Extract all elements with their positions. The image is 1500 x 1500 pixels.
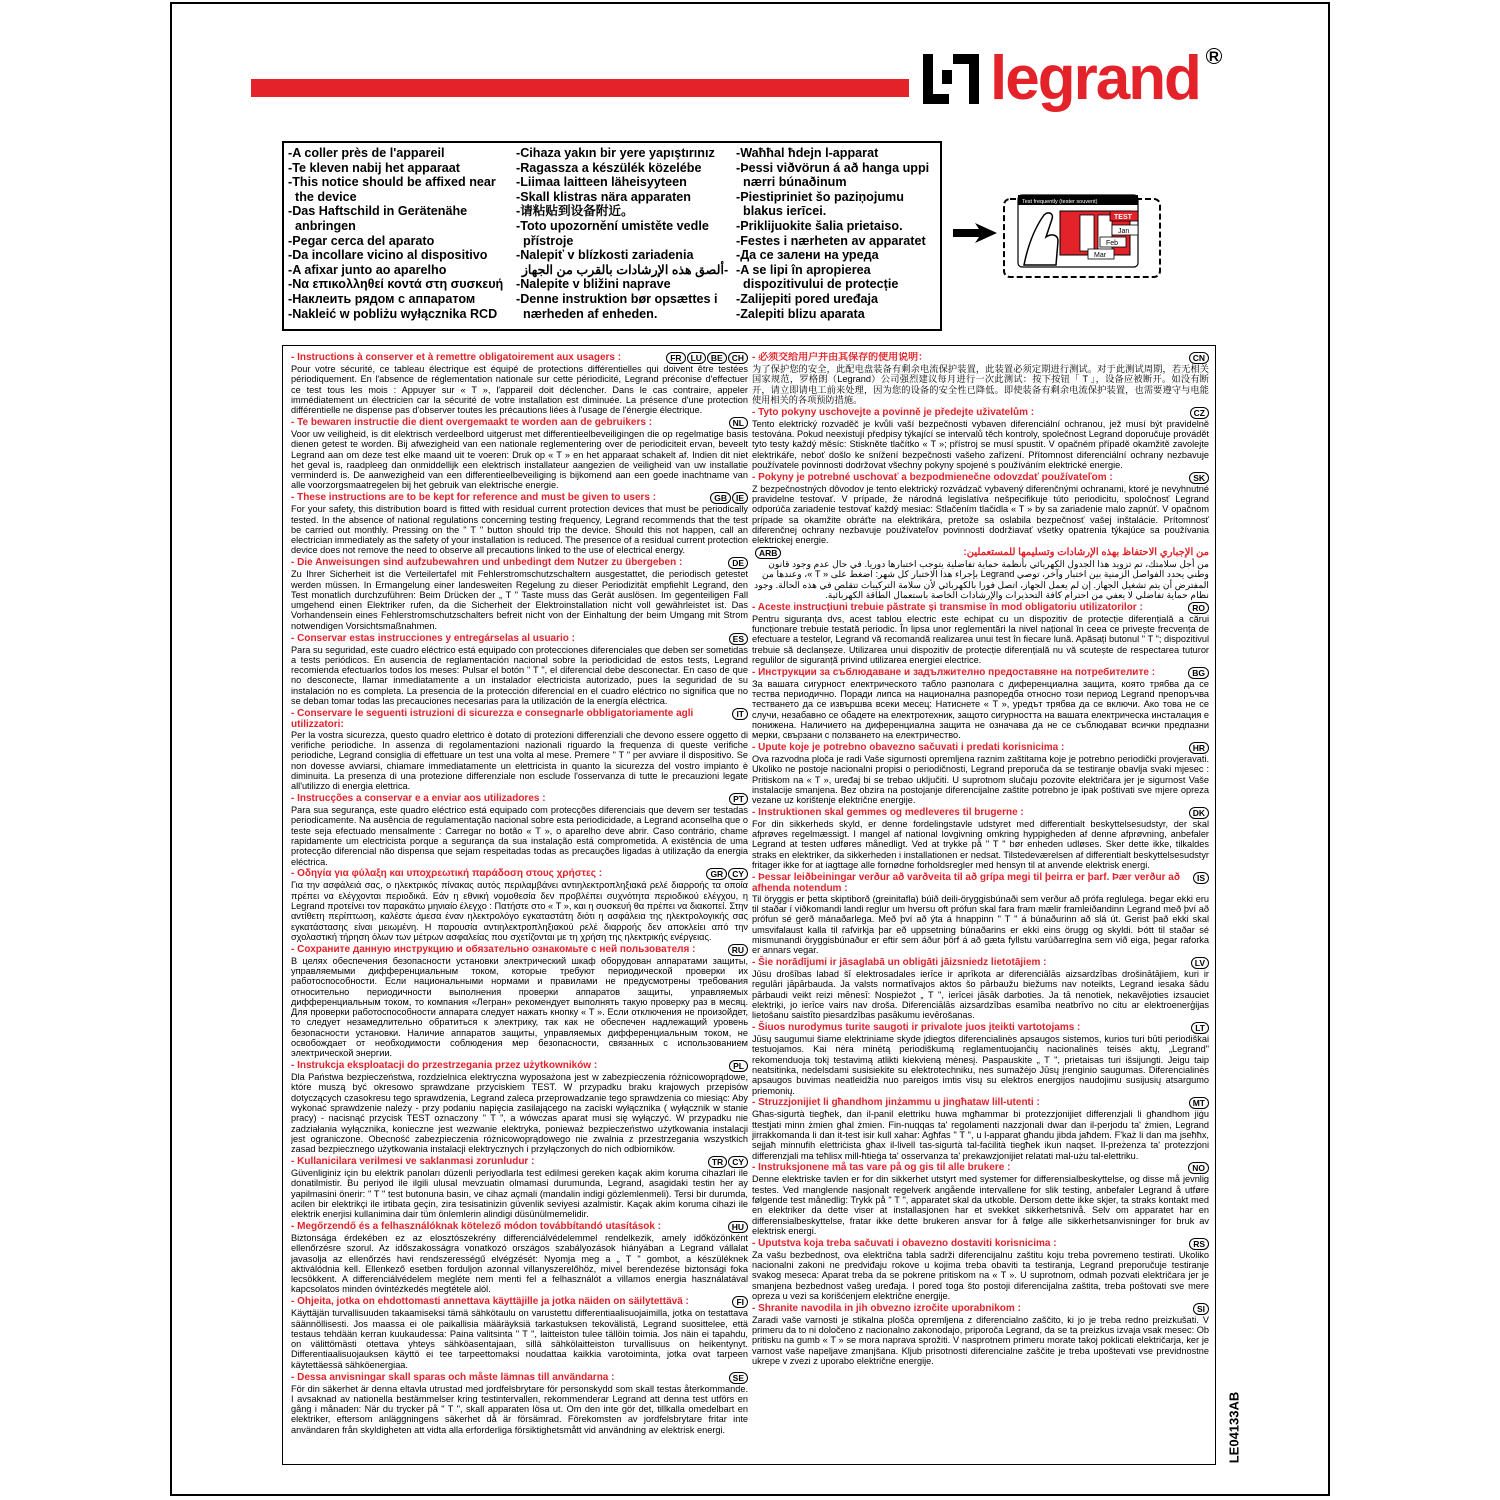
legrand-logo bbox=[920, 44, 1219, 114]
country-code-badge: DE bbox=[728, 557, 748, 569]
affix-line: nærheden af enheden. bbox=[516, 306, 658, 321]
instruction-section bbox=[291, 944, 748, 1059]
instruction-body: Jūsų saugumui šiame elektriniame skyde įdiegtos diferencialinės apsaugos sistemos, kurios turi būti periodiškai testuojamos. Kai nėra minėtą periodiškumą reglamentuojančių nacionalinės teisės aktų, „Legrand" rekomenduoja tokį testavimą atlikti kiekvieną mėnesį. Paspauskite „ T ", prietaisas turi išsijungti. Jeigu taip neatsitinka, nedelsdami susisiekite su elektrotechniku, nes sumažėjo Jūsų įrenginio saugumas. Diferencialinės apsaugos buvimas neatleidžia nuo pareigos imtis visų su elektros energijos naudojimu susijusių atsargumo priemonių. bbox=[752, 1034, 1209, 1096]
brand-red-bar bbox=[251, 79, 909, 97]
affix-line: -Ragassza a készülék közelébe bbox=[516, 160, 702, 175]
instruction-header bbox=[752, 472, 1209, 484]
instruction-body: Til öryggis er þetta skiptiborð (greinitafla) búið deili-öryggisbúnaði sem verður að prófa reglulega. Þegar ekki eru til staðar í viðkomandi landi reglur um hversu oft prófun skal fara fram mælir framleiðandinn Legrand með því að prófun sé gerð mánaðarlega. Með því að ýta á hnappinn " T " á búnaðurinn að slá út. Gerist það ekki skal umsvifalaust kalla til rafvirkja þar eð uppsetning búnaðarins er ekki eins örugg og skyldi. Þótt til staðar sé mismunandi öryggisbúnaður er eftir sem áður þörf á að gæta fyllstu varúðarreglna sem við eiga, þegar raforka er annars vegar. bbox=[752, 893, 1209, 956]
affix-line: -Cihaza yakın bir yere yapıştırınız bbox=[516, 146, 715, 160]
country-code-badge: DK bbox=[1189, 807, 1209, 819]
instruction-section bbox=[752, 602, 1209, 665]
instruction-header bbox=[291, 633, 748, 645]
instruction-body: For din sikkerheds skyld, er denne fordelingstavle udstyret med differentialt beskyttelsesudstyr, der skal afprøves regelmæssigt. I mangel af national lovgivning omkring hyppigheden af denne afprøvning, anbefaler Legrand at testen udføres månedligt. Ved at trykke på " T " bør enheden udløses. Sker dette ikke, tilkaldes straks en elektriker, da sikkerheden i installationen er nedsat. Tilstedeværelsen af differentialt beskyttelsesudstyr fritager ikke for at iagttage alle fornødne forholdsregler med hensyn til at anvende elektrisk energi. bbox=[752, 818, 1209, 871]
affix-line: -Να επικολληθεί κοντά στη συσκευή bbox=[288, 277, 504, 292]
sticker-header: Test frequently (tester souvent) bbox=[1022, 199, 1098, 205]
country-codes bbox=[732, 1296, 748, 1308]
country-codes bbox=[1191, 1022, 1209, 1034]
affix-line: -Nalepite v bližini naprave bbox=[516, 277, 671, 292]
instruction-title: - Conservar estas instrucciones y entregárselas al usuario : bbox=[291, 632, 576, 644]
instruction-title: - Uputstva koja treba sačuvati i obavezno dostaviti korisnicima : bbox=[752, 1237, 1057, 1249]
instruction-title: - Сохраните данную инструкцию и обязательно ознакомьте с ней пользователя : bbox=[291, 943, 696, 955]
country-code-badge: SE bbox=[729, 1372, 748, 1384]
country-codes bbox=[1189, 742, 1209, 754]
instruction-title: - Te bewaren instructie die dient overgemaakt te worden aan de gebruikers : bbox=[291, 416, 653, 428]
instruction-header bbox=[291, 417, 748, 429]
instruction-header bbox=[291, 1296, 748, 1308]
country-code-badge: HR bbox=[1189, 742, 1209, 754]
affix-line: -Nalepiť v blízkosti zariadenia bbox=[516, 248, 694, 263]
instruction-section bbox=[752, 1303, 1209, 1366]
country-codes bbox=[708, 1156, 748, 1168]
instruction-section bbox=[752, 407, 1209, 470]
instruction-section bbox=[752, 957, 1209, 1020]
affix-line: -This notice should be affixed near bbox=[288, 175, 496, 190]
instruction-header bbox=[291, 708, 748, 730]
instruction-header bbox=[752, 547, 1209, 559]
affix-line: -Piestipriniet šo paziņojumu bbox=[736, 189, 904, 204]
instruction-header bbox=[291, 352, 748, 364]
instruction-header bbox=[752, 1097, 1209, 1109]
country-code-badge: CY bbox=[728, 1156, 748, 1168]
country-code-badge: MT bbox=[1189, 1097, 1209, 1109]
instruction-body: Dla Państwa bezpieczeństwa, rozdzielnica elektryczna wyposażona jest w zabezpieczenia różnicowoprądowe, które muszą być okresowo sprawdzane przyciskiem TEST. W przypadku braku krajowych przepisów dotyczących czasokresu tego sprawdzenia, Legrand zaleca przeprowadzanie tego sprawdzenia co miesiąc: Aby wykonać sprawdzenie należy - przy podaniu napięcia zasilającego na zaciski wyłącznika ( wyłącznik w stanie pracy) - nacisnąć przycisk TEST oznaczony " T ", a wówczas aparat musi się wyłączyć. W przypadku nie zadziałania wyłącznika, konieczne jest wezwanie elektryka, ponieważ bezpieczeństwo użytkowania instalacji jest ograniczone. Obecność zabezpieczenia różnicowoprądowego nie zwalnia z przestrzegania wszystkich zasad bezpiecznego użytkowania instalacji elektrycznych i przyłączonych do nich odbiorników. bbox=[291, 1072, 748, 1155]
instruction-section bbox=[752, 547, 1209, 600]
country-codes bbox=[1193, 1303, 1209, 1315]
country-code-badge: BG bbox=[1188, 667, 1209, 679]
country-codes bbox=[729, 417, 748, 429]
country-code-badge: IS bbox=[1193, 872, 1209, 884]
affix-line: -Toto upozornění umistěte vedle bbox=[516, 218, 709, 233]
country-codes bbox=[732, 708, 748, 720]
instruction-title: - Ohjeita, jotka on ehdottomasti annettava käyttäjille ja jotka näiden on säilytettävä : bbox=[291, 1296, 689, 1308]
instruction-body: Güvenliginiz için bu elektrik panoları düzenli periyodlarla test edilmesi gereken kaçak akim koruma cihazlari ile donatilmistir. Bu periyod ile ilgili ulusal mevzuatin olmamasi durumunda, Legrand, asagidaki testin her ay yapilmasini önerir: " T " test butonuna basin, ve cihaz açmali (mandalin indigi gözlemlenmeli). Tersi bir durumda, acilen bir elektrikçi ile irtibata geçin, zira tesisatinizin güvenlik seviyesi azalmistir. Kaçak akim koruma cihazi ile elektrik enerjisi kullanimina dair tüm önlemlerin alindigi düsünülmemelidir. bbox=[291, 1168, 748, 1220]
instruction-section bbox=[291, 708, 748, 792]
instruction-title: - Þessar leiðbeiningar verður að varðveita til að grípa megi til þeirra er þarf. Þær verður að afhenda notendum : bbox=[752, 871, 1180, 894]
sticker-test-label: TEST bbox=[1114, 214, 1132, 221]
instruction-section bbox=[291, 868, 748, 942]
instructions-right-column bbox=[752, 352, 1209, 1460]
instruction-header bbox=[752, 742, 1209, 754]
affix-line: -Das Haftschild in Gerätenähe bbox=[288, 204, 468, 219]
affix-line: -Da incollare vicino al dispositivo bbox=[288, 248, 488, 263]
country-code-badge: LT bbox=[1191, 1022, 1209, 1034]
country-code-badge: RO bbox=[1188, 602, 1209, 614]
instruction-header bbox=[752, 352, 1209, 364]
instruction-header bbox=[291, 492, 748, 504]
instruction-title: - Instruktionen skal gemmes og medleveres til brugerne : bbox=[752, 806, 1024, 818]
instruction-title: - Инструкции за съблюдаване и задължително предоставяне на потребителите : bbox=[752, 666, 1156, 678]
instruction-section bbox=[752, 1022, 1209, 1096]
instruction-body: Para su seguridad, este cuadro eléctrico está equipado con protecciones diferenciales que deben ser sometidas a tests periódicos. En ausencia de reglamentación nacional sobre la periodicidad de estos tests, Legrand recomienda efectuarlos todos los meses: Pulsar el botón " T ", el diferencial debe desconectar. En caso de que no desconecte, llamar inmediatamente a un instalador electricista autorizado, pues la seguridad de su instalación no es completa. La presencia de la protección diferencial en el cuadro eléctrico no significa que no se deban tomar todas las precauciones necesarias para la utilización de la energía eléctrica. bbox=[291, 644, 748, 707]
country-codes bbox=[1189, 1097, 1209, 1109]
instruction-header bbox=[291, 557, 748, 569]
instruction-title: - Aceste instrucțiuni trebuie păstrate și transmise în mod obligatoriu utilizatorilor : bbox=[752, 601, 1143, 613]
country-codes bbox=[1189, 807, 1209, 819]
legrand-symbol-icon bbox=[920, 48, 982, 110]
instruction-body: Za vašu bezbednost, ova električna tabla sadrži diferencijalnu zaštitu koju treba povremeno testirati. Ukoliko nacionalni zakoni ne predviđaju rokove u kojima treba obaviti ta testiranja, Legrand preporučuje testiranje svakog meseca: Aparat treba da se pokrene pritiskom na « T ». U suprotnom, odmah pozvati električara jer je smanjena bezbednost vašeg uređaja. I pored toga što postoji diferencijalna zaštita, treba poštovati sve mere opreza u vezi sa korišćenjem električne energije. bbox=[752, 1249, 1209, 1301]
country-code-badge: FR bbox=[666, 352, 685, 364]
country-code-badge: TR bbox=[708, 1156, 727, 1168]
instruction-section bbox=[291, 1060, 748, 1154]
instruction-section bbox=[291, 1296, 748, 1370]
instruction-title: - Kullanicilara verilmesi ve saklanmasi zorunludur : bbox=[291, 1156, 535, 1167]
instructions-left-column bbox=[291, 352, 748, 1460]
instructions-box bbox=[282, 345, 1216, 1465]
instruction-title: - Šiuos nurodymus turite saugoti ir privalote juos įteikti vartotojams : bbox=[752, 1022, 1081, 1034]
country-code-badge: CN bbox=[1189, 352, 1209, 364]
affix-column-1 bbox=[288, 146, 514, 326]
affix-column-2 bbox=[516, 146, 734, 326]
country-code-badge: SK bbox=[1189, 472, 1209, 484]
instruction-title: - Tyto pokyny uschovejte a povinně je předejte uživatelům : bbox=[752, 406, 1035, 418]
document-code: LE04133AB bbox=[1226, 1391, 1242, 1464]
country-codes bbox=[729, 1372, 748, 1384]
affix-line: -ألصق هذه الإرشادات بالقرب من الجهاز bbox=[521, 262, 729, 277]
country-code-badge: HU bbox=[728, 1221, 748, 1233]
instruction-title: - Struzzjonijiet li għandhom jinżammu u jingħataw lill-utenti : bbox=[752, 1097, 1040, 1109]
instruction-section bbox=[291, 1156, 748, 1219]
affix-line: -Te kleven nabij het apparaat bbox=[288, 160, 460, 175]
affix-line: -Waħħal ħdejn l-apparat bbox=[736, 146, 879, 160]
affix-line: nærri búnaðinum bbox=[736, 175, 847, 190]
instruction-title: - Instrucções a conservar e a enviar aos utilizadores : bbox=[291, 793, 546, 805]
instruction-title: - Shranite navodila in jih obvezno izročite uporabnikom : bbox=[752, 1302, 1021, 1314]
instruction-header bbox=[291, 793, 748, 805]
affix-line: -Liimaa laitteen läheisyyteen bbox=[516, 175, 687, 190]
instruction-body: Għas-sigurtà tiegħek, dan il-panil elettriku huwa mgħammar bi protezzjonijiet differenzjali li għandhom jiġu ttestjati minn żmien għal żmien. Fin-nuqqas ta' regolamenti nazzjonali dwar dan il-perjodu ta' żmien, Legrand jirrakkomanda li dan it-test isir kull xahar: Agħfas " T ", u l-apparat għandu jibda jaħdem. F'każ li dan ma jseħħx, sejjaħ minnufih elettriċista għax il-livell tas-sigurtà tal-faċilità tiegħek ikun naqset. Il-preżenza ta' protezzjoni differenzjali ma teħlisx mill-ħtieġa ta' osservanza ta' prekawzjonijiet relatati mal-użu tal-elettriku. bbox=[752, 1109, 1209, 1161]
affix-line: dispozitivului de protecție bbox=[736, 277, 899, 292]
instruction-title: - Οδηγία για φύλαξη και υποχρεωτική παράδοση στους χρήστες : bbox=[291, 868, 603, 880]
test-sticker-illustration bbox=[1000, 185, 1170, 285]
country-code-badge: SI bbox=[1193, 1303, 1209, 1315]
instruction-title: - Dessa anvisningar skall sparas och måste lämnas till användarna : bbox=[291, 1371, 615, 1383]
country-code-badge: FI bbox=[732, 1296, 748, 1308]
instruction-section bbox=[752, 352, 1209, 405]
instruction-header bbox=[291, 1156, 748, 1168]
country-codes bbox=[728, 1221, 748, 1233]
affix-line: -Наклеить рядом с аппаратом bbox=[288, 291, 476, 306]
brand-name: legrand bbox=[990, 44, 1200, 113]
country-codes bbox=[729, 633, 748, 645]
instruction-title: - 必须交给用户并由其保存的使用说明： bbox=[752, 352, 929, 363]
country-codes bbox=[1189, 472, 1209, 484]
country-code-badge: RS bbox=[1189, 1238, 1209, 1250]
instruction-body: Para sua segurança, este quadro eléctrico está equipado com protecções diferenciais que devem ser testadas periodicamente. Na ausência de regulamentação nacional sobre esta periodicidade, a Legrand aconselha que o teste seja efectuado mensalmente : Carregar no botão « T », o aparelho deve abrir. Caso contrário, chame rapidamente um electricista porque a segurança da sua instalação está comprometida. A existência de uma protecção diferencial não dispensa que sejam respeitadas todas as precauções ligadas à utilização da energia eléctrica. bbox=[291, 805, 748, 867]
instruction-header bbox=[291, 1060, 748, 1072]
affix-line: -Zalijepiti pored uređaja bbox=[736, 291, 879, 306]
instruction-title: - Conservare le seguenti istruzioni di sicurezza e consegnarle obbligatoriamente agli utilizzatori: bbox=[291, 707, 694, 730]
instruction-header bbox=[752, 807, 1209, 819]
instruction-header bbox=[752, 667, 1209, 679]
affix-line: -A se lipi în apropierea bbox=[736, 262, 871, 277]
affix-line: -Zalepiti blizu aparata bbox=[736, 306, 865, 321]
instruction-section bbox=[752, 1238, 1209, 1301]
country-code-badge: GR bbox=[706, 868, 727, 880]
instruction-section bbox=[291, 1221, 748, 1295]
country-code-badge: LV bbox=[1191, 957, 1209, 969]
country-code-badge: ARB bbox=[755, 547, 781, 559]
instruction-title: - Pokyny je potrebné uschovať a bezpodmienečne odovzdať používateľom : bbox=[752, 471, 1113, 483]
instruction-title: - Die Anweisungen sind aufzubewahren und unbedingt dem Nutzer zu übergeben : bbox=[291, 557, 683, 569]
instruction-header bbox=[752, 602, 1209, 614]
instruction-body: Pour votre sécurité, ce tableau électrique est équipé de protections différentielles qui doivent être testées périodiquement. En l'absence de réglementation nationale sur cette périodicité, Legrand préconise d'effectuer ce test tous les mois : Appuyer sur « T », l'appareil doit déclencher. Dans le cas contraire, appeler immédiatement un électricien car la sécurité de votre installation est diminuée. La présence d'une protection différentielle ne dispense pas d'observer toutes les précautions liées à l'usage de l'énergie électrique. bbox=[291, 364, 748, 416]
instruction-section bbox=[752, 1097, 1209, 1160]
affix-line: -Nakleić w pobliżu wyłącznika RCD bbox=[288, 306, 498, 321]
country-codes bbox=[1193, 872, 1209, 884]
affix-line: the device bbox=[288, 189, 357, 204]
instruction-body: В целях обеспечения безопасности установки электрический шкаф оборудован аппаратами защиты, управляемыми дифференциальным током, которые требуют периодической проверки их работоспособности. Если национальными нормами и правилами не предусмотрены требования относительно периодичности выполнения проверки аппаратов защиты, управляемых дифференциальным током, то компания «Легран» рекомендует выполнять такую проверку раз в месяц. Для проверки работоспособности аппарата следует нажать кнопку « T ». Если отключения не произойдет, то следует незамедлительно обратиться к электрику, так как не обеспечен надлежащий уровень безопасности установки. Наличие аппаратов защиты, управляемых дифференциальным током, не освобождает от необходимости соблюдения мер безопасности, связанных с использованием электрической энергии. bbox=[291, 955, 748, 1059]
instruction-body: Käyttäjän turvallisuuden takaamiseksi tämä sähkötaulu on varustettu differentiaalisuojaimilla, jotka on testattava säännöllisesti. Jos maassa ei ole paikallisia määräyksiä tarkastuksen tekovälistä, Legrand suosittelee, että testaus tehdään kerran kuukaudessa: Paina valitsinta " T ", laitteiston tulee tällöin toimia. Jos näin ei tapahdu, on välittömästi otettava yhteys sähköasentajaan, sillä sähkölaitteiston turvallisuus on heikentynyt. Differentiaalisuojauksen käyttö ei tee tarpeettomaksi noudattaa kaikkia varotoiminta, jotka ovat tarpeen käytettäessä sähköenergiaa. bbox=[291, 1308, 748, 1370]
instruction-body: Biztonsága érdekében ez az elosztószekrény differenciálvédelemmel rendelkezik, amely időközönként ellenőrzésre szorul. Az időszakosságra vonatkozó országos szabályozások hiányában a Legrand vállalat javasolja az ellenőrzés havi rendszerességű elvégzését: Nyomja meg a „ T " gombot, a készüléknek aktiválódnia kell. Ellenkező esetben forduljon azonnal villanyszerelőhöz, mivel berendezése biztonsági foka lecsökkent. A differenciálvédelem megléte nem menti fel a felhasználót a villamos energia használatával kapcsolatos minden óvintézkedés megtétele alól. bbox=[291, 1232, 748, 1295]
country-codes bbox=[728, 557, 748, 569]
instruction-body: Zaradi vaše varnosti je stikalna plošča opremljena z diferencialno zaščito, ki jo je treba redno preizkušati. V primeru da to ni določeno z nacionalno zakonodajo, priporoča Legrand, da se ta preizkus izvaja vsak mesec: Ob pritisku na gumb « T » se mora naprava sprožiti. V nasprotnem primeru morate takoj poklicati električarja, ker je varnost vaše napeljave zmanjšana. Kljub prisotnosti diferencialne zaščite je treba upoštevati vse previdnostne ukrepe v zvezi z uporabo električne energije. bbox=[752, 1314, 1209, 1366]
affix-line: anbringen bbox=[288, 218, 356, 233]
country-codes bbox=[1191, 957, 1209, 969]
affix-line: -Pegar cerca del aparato bbox=[288, 233, 435, 248]
instruction-body: 为了保护您的安全，此配电盘装备有剩余电流保护装置，此装置必须定期进行测试。对于此测试周期，若无相关国家规范，罗格朗（Legrand）公司强烈建议每月进行一次此测试：按下按钮「 T 」，设备应被断开。如没有断开，请立即请电工前来处理，因为您的设备的安全性已降低。即使装备有剩余电流保护装置，也需要遵守与电能使用相关的各项预防措施。 bbox=[752, 364, 1209, 405]
instruction-section bbox=[752, 742, 1209, 805]
affix-line: -Priklijuokite šalia prietaiso. bbox=[736, 218, 903, 233]
country-code-badge: NO bbox=[1188, 1162, 1209, 1174]
arrow-right-icon bbox=[953, 223, 997, 243]
affix-line: -Festes i nærheten av apparatet bbox=[736, 233, 926, 248]
country-codes bbox=[1188, 602, 1209, 614]
country-codes bbox=[1188, 667, 1209, 679]
instruction-section bbox=[752, 872, 1209, 956]
affix-line: -Да се залени на уреда bbox=[736, 248, 879, 263]
affix-line: -Þessi viðvörun á að hanga uppi bbox=[736, 160, 930, 175]
instruction-title: - Šie norādījumi ir jāsaglabā un obligāti jāizsniedz lietotājiem : bbox=[752, 957, 1047, 969]
affix-notice-box bbox=[282, 141, 942, 331]
country-code-badge: LU bbox=[687, 352, 706, 364]
instruction-header bbox=[752, 1303, 1209, 1315]
instruction-body: För din säkerhet är denna eltavla utrustad med jordfelsbrytare för personskydd som skall testas återkommande. I avsaknad av nationella bestämmelser kring testintervallen, rekommenderar Legrand att denna test utförs en gång i månaden: När du trycker på " T ", skall apparaten lösa ut. Om den inte gör det, tillkalla omedelbart en elektriker, eftersom anläggningens säkerhet då är försämrad. Förekomsten av jordfelsbrytare fritar inte användaren från skyldigheten att vidta alla erforderliga försiktighetsmått vid användning av elektrisk energi. bbox=[291, 1383, 748, 1435]
country-code-badge: PT bbox=[729, 793, 748, 805]
instruction-body: Pentru siguranța dvs, acest tablou electric este echipat cu un dispozitiv de protecție diferențială a cărui funcționare trebuie testată periodic. În lipsa unor reglementări la nivel național în ceea ce privește frecvența de efectuare a testelor, Legrand vă recomandă realizarea unui test în fiecare lună. Apăsați butonul " T "; dispozitivul trebuie să declanșeze. Utilizarea unui dispozitiv de protecție diferențială nu vă scutește de respectarea tuturor regulilor de siguranță privind utilizarea energiei electrice. bbox=[752, 613, 1209, 665]
country-code-badge: NL bbox=[729, 417, 748, 429]
instruction-header bbox=[752, 1022, 1209, 1034]
affix-line: blakus ierīcei. bbox=[736, 204, 827, 219]
instruction-body: Tento elektrický rozvaděč je kvůli vaší bezpečnosti vybaven diferenciální ochranou, jež musí být pravidelně testována. Pokud neexistují předpisy týkající se intervalů těch kontroly, společnost Legrand doporučuje provádět tyto testy každý měsíc: Stiskněte tlačítko « T »; přístroj se musí spustit. V opačném případě okamžitě zavolejte elektrikáře, neboť došlo ke snížení bezpečnosti vašeho zařízení. Přítomnost diferenciální ochrany nezbavuje používatele povinnosti dodržovat všechny pokyny spojené s používáním elektrické energie. bbox=[752, 418, 1209, 470]
instruction-header bbox=[752, 1162, 1209, 1174]
instruction-title: من الإجباري الاحتفاظ بهذه الإرشادات وتسليمها للمستعملين: bbox=[963, 546, 1209, 558]
instruction-section bbox=[291, 492, 748, 555]
instruction-title: - Megőrzendő és a felhasználóknak kötelező módon továbbítandó utasítások : bbox=[291, 1220, 662, 1232]
instruction-section bbox=[291, 633, 748, 707]
country-codes bbox=[755, 547, 781, 559]
affix-column-3 bbox=[736, 146, 946, 326]
instruction-header bbox=[291, 868, 748, 880]
instruction-body: Ova razvodna ploča je radi Vaše sigurnosti opremljena raznim zaštitama koje je potrebno periodički provjeravati. Ukoliko ne postoje nacionalni propisi o periodičnosti, Legrand preporuča da se testiranje obavlja svaki mjesec : Pritiskom na « T », uređaj bi se trebao uključiti. U suprotnom slučaju pozovite električara jer je sigurnost Vaše instalacije smanjena. Bez obzira na postojanje diferencijalne zaštite potrebno je ipak poštivati sve mjere opreza vezane uz korištenje električne energije. bbox=[752, 753, 1209, 806]
country-codes bbox=[1189, 352, 1209, 364]
country-codes bbox=[729, 793, 748, 805]
country-codes bbox=[710, 492, 748, 504]
instruction-body: Για την ασφάλειά σας, ο ηλεκτρικός πίνακας αυτός περιλαμβάνει αντιηλεκτροπληξιακά ρελέ διαρροής τα οποία πρέπει να ελέγχονται περιοδικά. Εάν η εθνική νομοθεσία δεν προβλέπει συχνότητα περιοδικού ελέγχου, η Legrand προτείνει τον παρακάτω μηνιαίο έλεγχο : Πατήστε στο « T », και η συσκευή θα πρέπει να διακοπεί. Στην αντίθετη περίπτωση, καλέστε άμεσα έναν ηλεκτρολόγο εγκαταστάτη διότι η ασφάλεια της ηλεκτρολογικής σας εγκατάστασης είναι μειωμένη. Η παρουσία αντιηλεκτροπληξιακού ρελέ διαρροής δεν αποκλείει από την σχολαστική τήρηση όλων των μέτρων ασφαλείας που σχετίζονται με τη χρήση της ηλεκτρικής ενέργειας. bbox=[291, 880, 748, 942]
instruction-section bbox=[291, 557, 748, 631]
instruction-header bbox=[291, 1372, 748, 1384]
country-codes bbox=[1188, 1162, 1209, 1174]
country-code-badge: GB bbox=[710, 492, 731, 504]
instruction-header bbox=[752, 957, 1209, 969]
instruction-header bbox=[752, 1238, 1209, 1250]
country-code-badge: IT bbox=[732, 708, 748, 720]
instruction-section bbox=[752, 1162, 1209, 1236]
affix-line: přístroje bbox=[516, 233, 574, 248]
instruction-section bbox=[291, 352, 748, 415]
affix-line: -Skall klistras nära apparaten bbox=[516, 189, 691, 204]
affix-line: -Denne instruktion bør opsættes i bbox=[516, 291, 718, 306]
document-reference bbox=[1226, 1386, 1244, 1466]
country-code-badge: PL bbox=[729, 1060, 748, 1072]
instruction-body: For your safety, this distribution board is fitted with residual current protection devices that must be periodically tested. In the absence of national regulations concerning testing frequency, Legrand recommends that the test be carried out monthly. Pressing on the " T " button should trip the device. Should this not happen, call an electrician immediately as the safety of your installation is reduced. The presence of a residual current protection device does not remove the need to observe all precautions linked to the use of electrical energy. bbox=[291, 504, 748, 556]
country-codes bbox=[729, 1060, 748, 1072]
instruction-header bbox=[752, 872, 1209, 894]
affix-line: -A afixar junto ao aparelho bbox=[288, 262, 447, 277]
country-codes bbox=[1189, 1238, 1209, 1250]
instruction-title: - Instruksjonene må tas vare på og gis til alle brukere : bbox=[752, 1162, 1011, 1174]
affix-line: -A coller près de l'appareil bbox=[288, 146, 445, 160]
country-code-badge: CY bbox=[728, 868, 748, 880]
country-code-badge: IE bbox=[732, 492, 748, 504]
instruction-header bbox=[291, 1221, 748, 1233]
instruction-body: За вашата сигурност електрическото табло разполага с диференциална защита, която трябва да се тества периодично. Поради липса на национална разпоредба относно този период Legrand препоръчва тестването да се извършва всеки месец: Натиснете « T », уредът трябва да се включи. Ако това не се случи, незабавно се обадете на електротехник, защото сигурността на вашата електрическа инсталация е понижена. Наличието на диференциална защита не означава да не се съблюдават всички предпазни мерки, свързани с ползването на електричество. bbox=[752, 678, 1209, 741]
instruction-title: - Instructions à conserver et à remettre obligatoirement aux usagers : bbox=[291, 352, 622, 363]
instruction-section bbox=[291, 417, 748, 491]
country-code-badge: CH bbox=[728, 352, 748, 364]
country-code-badge: RU bbox=[728, 944, 748, 956]
country-code-badge: ES bbox=[729, 633, 748, 645]
instruction-section bbox=[752, 472, 1209, 546]
country-codes bbox=[1190, 407, 1209, 419]
affix-line: -请粘贴到设备附近。 bbox=[516, 204, 634, 219]
instruction-body: Denne elektriske tavlen er for din sikkerhet utstyrt med systemer for differensialbeskyttelse, og disse må jevnlig testes. Ved manglende nasjonalt regelverk angående intervallene for slik testing, anbefaler Legrand å utføre følgende test månedlig: Trykk på " T ", apparatet skal da utkoble. Dersom dette ikke skjer, ta straks kontakt med en elektriker da dette viser at installasjonen har et svekket sikkerhetsnivå. Selv om apparatet har en differensialbeskyttelse, fratar ikke dette brukeren ansvar for å følge alle sikkerhetsanvisninger for bruk av elektrisk energi. bbox=[752, 1174, 1209, 1236]
registered-mark: R bbox=[1206, 48, 1222, 64]
instruction-section bbox=[752, 667, 1209, 741]
instruction-section bbox=[291, 793, 748, 867]
instruction-body: Jūsu drošības labad šī elektrosadales ierīce ir aprīkota ar diferenciālās aizsardzības drošinātājiem, kuri ir regulāri jāpārbauda. Ja valsts normatīvajos aktos šo pārbaužu biežums nav noteikts, Legrand iesaka šādu pārbaudi veikt reizi mēnesī: Nospiežot „ T ", ierīcei jāsāk darboties. Ja tā nenotiek, nekavējoties izsauciet elektriķi, jo ierīce vairs nav droša. Diferenciālās aizsardzības esamība neatbrīvo no citu ar elektroenerģijas lietošanu saistīto piesardzības pasākumu ievērošanas. bbox=[752, 969, 1209, 1021]
instruction-body: من أجل سلامتك، تم تزويد هذا الجدول الكهربائي بأنظمة حماية تفاضلية يتوجب اختبارها دوريا. في حال عدم وجود قانون وطني يحدد الفواصل الزمنية بين اختبار وآخر، توصي Legrand بإجراء هذا الاختبار كل شهر: اضغط على « T »، وعندها من المفترض أن يتم تشغيل الجهاز. إن لم يعمل الجهاز، اتصل فورا بالكهربائي لأن سلامة التركيبات تتقلص في هذه الحالة. وجود نظام حماية تفاضلي لا يعفي من احترام كافة التحذيرات والإرشادات الخاصة باستعمال الطاقة الكهربائية. bbox=[754, 558, 1209, 600]
instruction-body: Voor uw veiligheid, is dit elektrisch verdeelbord uitgerust met differentieelbeveiligingen die op regelmatige basis dienen getest te worden. Bij afwezigheid van een nationale reglementering over de periodiciteit ervan, beveelt Legrand aan om deze test elke maand uit te voeren: Druk op « T » en het apparaat schakelt af. Indien dit niet het geval is, raadpleeg dan onmiddellijk een elektrisch installateur aangezien de veiligheid van uw installatie verminderd is. De aanwezigheid van een differentieelbeveiliging is bijkomend aan een goede inachtname van alle voorzorgsmaatregelen bij het gebruik van elektrische energie. bbox=[291, 428, 748, 491]
country-code-badge: CZ bbox=[1190, 407, 1209, 419]
instruction-body: Z bezpečnostných dôvodov je tento elektrický rozvádzač vybavený diferenčnými ochranami, ktoré je nevyhnutné pravidelne testovať. V prípade, že národná legislatíva nešpecifikuje túto periodicitu, spoločnosť Legrand odporúča zariadenie testovať každý mesiac: Stlačením tlačidla « T » by sa zariadenie malo zapnúť. V opačnom prípade sa okamžite obráťte na elektrikára, pretože sa oslabila bezpečnosť vašej inštalácie. Prítomnosť diferenčnej ochrany nezbavuje používateľov povinnosti dodržiavať všetky opatrenia týkajúce sa používania elektrickej energie. bbox=[752, 483, 1209, 546]
instruction-header bbox=[752, 407, 1209, 419]
country-codes bbox=[728, 944, 748, 956]
instruction-header bbox=[291, 944, 748, 956]
country-codes bbox=[706, 868, 748, 880]
sticker-month: Feb bbox=[1106, 240, 1119, 247]
instruction-title: - These instructions are to be kept for reference and must be given to users : bbox=[291, 492, 657, 504]
country-code-badge: BE bbox=[707, 352, 727, 364]
country-codes bbox=[666, 352, 748, 364]
instruction-title: - Upute koje je potrebno obavezno sačuvati i predati korisnicima : bbox=[752, 741, 1065, 753]
sticker-month: Jan bbox=[1118, 228, 1130, 235]
instruction-title: - Instrukcja eksploatacji do przestrzegania przez użytkowników : bbox=[291, 1060, 598, 1072]
instruction-section bbox=[291, 1372, 748, 1435]
instruction-body: Zu Ihrer Sicherheit ist die Verteilertafel mit Fehlerstromschutzschaltern ausgestattet, die periodisch getestet werden müssen. In Ermangelung einer landesweiten Regelung zu dieser Periodizität empfiehlt Legrand, den Test monatlich durchzuführen: Beim Drücken der „ T " Taste muss das Gerät auslösen. Im gegenteiligen Fall umgehend einen Elektriker rufen, da die Sicherheit der Elektroinstallation nicht voll gewährleistet ist. Das Vorhandensein eines Fehlerstromschutzschalters befreit nicht von der Einhaltung der beim Umgang mit Strom notwendigen Vorsichtsmaßnahmen. bbox=[291, 569, 748, 631]
instruction-body: Per la vostra sicurezza, questo quadro elettrico è dotato di protezioni differenziali che devono essere oggetto di verifiche periodiche. In assenza di regolamentazioni nazionali riguardo la frequenza di queste verifiche periodiche, Legrand consiglia di effettuare un test una volta al mese. Premere " T " per avviare il dispositivo. Se non dovesse avviarsi, chiamare immediatamente un elettricista in quanto la sicurezza del vostro impianto è diminuita. La presenza di una protezione differenziale non esclude l'osservanza di tutte le precauzioni legate all'utilizzo di energia elettrica. bbox=[291, 729, 748, 792]
sticker-month: Mar bbox=[1094, 252, 1107, 259]
instruction-section bbox=[752, 807, 1209, 870]
